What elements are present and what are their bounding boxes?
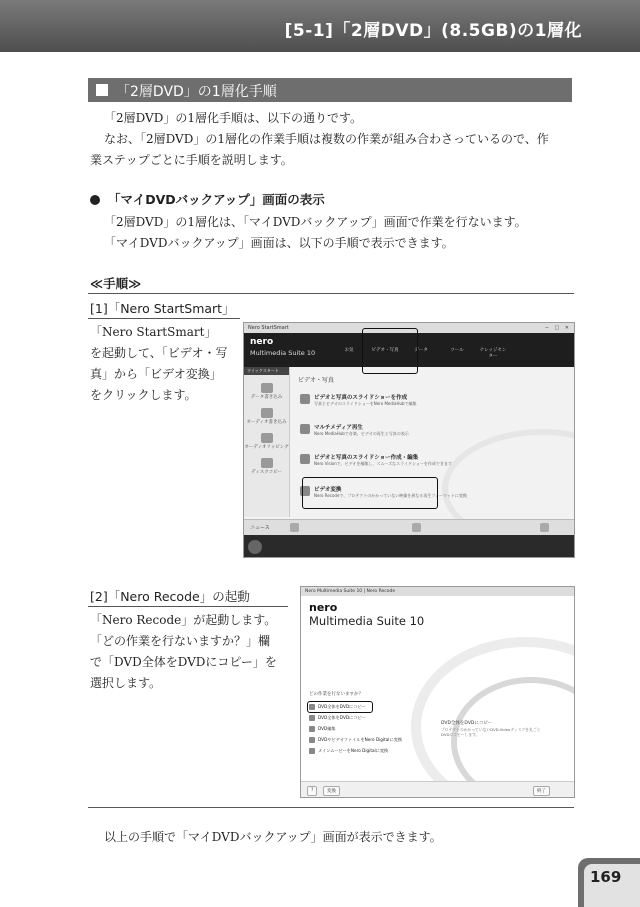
step-1-text xyxy=(90,322,238,406)
step-2-line: 「どの作業を行ないますか？」欄 xyxy=(90,634,271,648)
app-tabs xyxy=(334,347,508,359)
chapter-title: [5-1]「2層DVD」(8.5GB)の1層化 xyxy=(284,21,582,41)
divider xyxy=(88,293,574,294)
description-text: プロテクトのかかっていないDVD-Videoディスクを丸ごとDVDにコピーします。 xyxy=(441,727,541,737)
subsection-title: 「マイDVDバックアップ」画面の表示 xyxy=(108,192,325,207)
description-title: DVD全体をDVDにコピー xyxy=(441,721,493,726)
rss-icon[interactable] xyxy=(412,523,421,532)
convert-icon xyxy=(309,737,315,743)
page-header xyxy=(0,0,640,52)
news-bar xyxy=(244,519,575,535)
steps-label: ≪手順≫ xyxy=(90,276,142,291)
tab-favorites[interactable]: お気 xyxy=(344,348,354,353)
step-2-text xyxy=(90,610,290,694)
rss-icon[interactable] xyxy=(540,523,549,532)
sidebar-head: ワイックスタート xyxy=(244,367,289,375)
intro-line-1: 「2層DVD」の1層化手順は、以下の通りです。 xyxy=(104,111,363,125)
bullet-icon xyxy=(90,195,100,205)
film-icon xyxy=(300,454,310,464)
option-copy-dvd[interactable]: DVD全体をDVDにコピー xyxy=(309,701,419,712)
nero-logo: nero xyxy=(250,337,274,347)
bottom-bar xyxy=(301,781,575,798)
app-footer xyxy=(244,535,575,558)
section-title: 「2層DVD」の1層化手順 xyxy=(116,84,277,100)
subsection-line-1: 「2層DVD」の1層化は、「マイDVDバックアップ」画面で作業を行ないます。 xyxy=(104,215,527,229)
step-2-line: で「DVD全体をDVDにコピー」を xyxy=(90,655,277,669)
section-heading xyxy=(88,78,572,102)
tab-tools[interactable]: ツール xyxy=(450,348,464,353)
window-title: Nero StartSmart xyxy=(248,325,289,331)
sidebar-item-audio-rip[interactable]: オーディオリッピング xyxy=(244,433,289,450)
quickstart-sidebar xyxy=(244,367,290,517)
news-label: ニュース xyxy=(250,525,270,531)
sidebar-item-disc-copy[interactable]: ディスクコピー xyxy=(244,458,289,475)
window-title: Nero Multimedia Suite 10 | Nero Recode xyxy=(305,589,396,594)
convert-button[interactable]: 変換 xyxy=(323,786,340,796)
tab-knowledge-center[interactable]: ナレッジセンター xyxy=(479,348,507,359)
option-dvd-edit[interactable]: DVD編集 xyxy=(309,723,419,734)
task-question: どの作業を行ないますか？ xyxy=(309,692,363,697)
intro-line-3: 業ステップごとに手順を説明します。 xyxy=(90,153,293,167)
recode-screenshot xyxy=(300,586,575,798)
step-1-title: [1]「Nero StartSmart」 xyxy=(90,301,235,316)
edit-icon xyxy=(309,726,315,732)
sidebar-item-audio-burn[interactable]: オーディオ書き込み xyxy=(244,408,289,425)
panel-heading: ビデオ・写真 xyxy=(298,377,334,384)
divider xyxy=(88,606,288,607)
closing-text: 以上の手順で「マイDVDバックアップ」画面が表示できます。 xyxy=(104,830,442,844)
help-button[interactable]: ? xyxy=(307,786,317,796)
step-1-line: をクリックします。 xyxy=(90,388,197,402)
nero-ball-icon xyxy=(248,540,262,554)
disc-icon xyxy=(261,383,273,393)
window-controls-icon: − □ ✕ xyxy=(544,325,571,331)
square-icon xyxy=(96,84,108,96)
step-1-line: 真」から「ビデオ変換」 xyxy=(90,367,222,381)
highlight-box xyxy=(302,477,438,509)
subsection-heading xyxy=(90,190,325,208)
tab-data[interactable]: データ xyxy=(414,348,428,353)
suite-name: Multimedia Suite 10 xyxy=(309,614,425,628)
divider xyxy=(88,807,574,808)
rss-icon[interactable] xyxy=(290,523,299,532)
highlight-box xyxy=(307,701,373,713)
subsection-line-2: 「マイDVDバックアップ」画面は、以下の手順で表示できます。 xyxy=(104,236,454,250)
copy-icon xyxy=(261,458,273,468)
music-icon xyxy=(261,408,273,418)
highlight-box xyxy=(362,328,418,374)
option-convert-digital[interactable]: DVDやビデオファイルをNero Digitalに変換 xyxy=(309,734,419,745)
movie-icon xyxy=(309,748,315,754)
step-2-title: [2]「Nero Recode」の起動 xyxy=(90,589,250,604)
suite-name: Multimedia Suite 10 xyxy=(250,349,316,357)
slideshow-icon xyxy=(300,394,310,404)
option-main-movie[interactable]: メインムービーをNero Digitalに変換 xyxy=(309,745,419,756)
step-2-line: 選択します。 xyxy=(90,676,162,690)
divider xyxy=(88,318,240,319)
option-copy-dvd-alt[interactable]: DVD全体をDVDにコピー xyxy=(309,712,419,723)
sidebar-item-data-burn[interactable]: データ書き込み xyxy=(244,383,289,400)
nero-logo: nero xyxy=(309,601,338,614)
dvd-icon xyxy=(309,715,315,721)
step-1-line: 「Nero StartSmart」 xyxy=(90,325,217,339)
tab-video-photo[interactable]: ビデオ・写真 xyxy=(371,348,399,353)
page-number: 169 xyxy=(590,868,622,886)
exit-button[interactable]: 終了 xyxy=(533,786,550,796)
step-1-line: を起動して、「ビデオ・写 xyxy=(90,346,228,360)
step-2-line: 「Nero Recode」が起動します。 xyxy=(90,613,277,627)
intro-line-2: なお、「2層DVD」の1層化の作業手順は複数の作業が組み合わさっているので、作 xyxy=(104,132,549,146)
main-panel: ビデオ・写真 ビデオと写真のスライドショーを作成 写真とビデオのスライドショーをNero MediaHubで編集 マルチメディア再生 Nero MediaHubで音楽、ビデオの再生と写真の表示 ビデオと写真のスライドショー作成・編集 Nero Visionで、ビデオを編集し、スムーズなスライドショーを作成できます ビデオ変換 Nero Recodeで、プロテクトのかかっていない映像を異なる再生フォーマットに変換 xyxy=(292,369,572,517)
play-icon xyxy=(300,424,310,434)
window-titlebar xyxy=(301,587,574,596)
rip-icon xyxy=(261,433,273,443)
startsmart-screenshot xyxy=(243,322,575,558)
